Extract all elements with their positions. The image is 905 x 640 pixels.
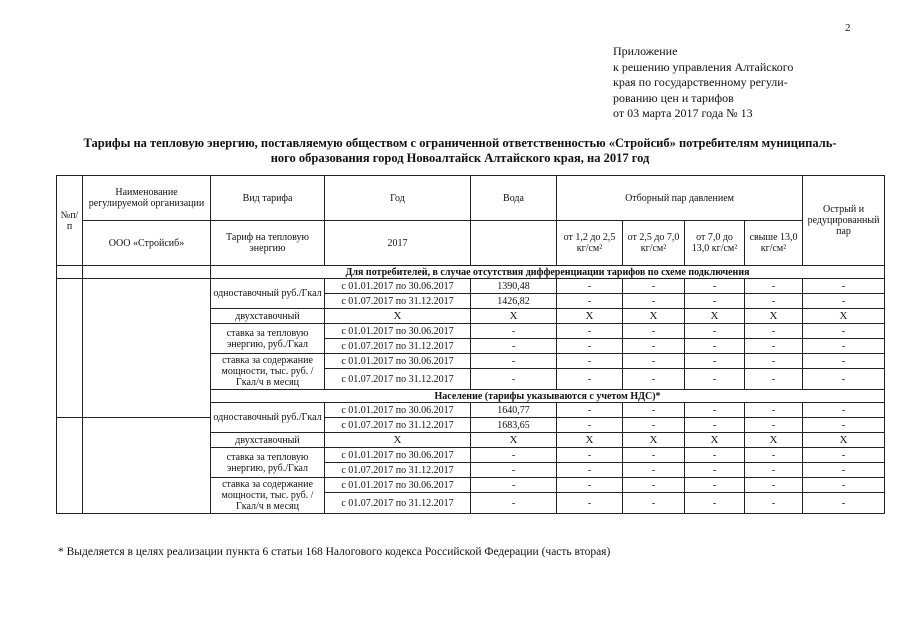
value: - <box>623 418 685 433</box>
value: - <box>623 403 685 418</box>
value: Х <box>745 433 803 448</box>
period: с 01.01.2017 по 30.06.2017 <box>325 324 471 339</box>
value: - <box>685 493 745 514</box>
value: - <box>803 294 885 309</box>
section-blank <box>83 266 211 279</box>
row1-tariff: Тариф на тепловую энергию <box>211 221 325 266</box>
value: - <box>803 493 885 514</box>
value: Х <box>325 433 471 448</box>
value: - <box>745 403 803 418</box>
appendix-line: от 03 марта 2017 года № 13 <box>613 106 753 120</box>
period: с 01.07.2017 по 31.12.2017 <box>325 463 471 478</box>
value: - <box>557 403 623 418</box>
value: - <box>557 448 623 463</box>
value: - <box>745 324 803 339</box>
header-steam-3: от 7,0 до 13,0 кг/см² <box>685 221 745 266</box>
header-steam: Отборный пар давлением <box>557 176 803 221</box>
value: Х <box>623 309 685 324</box>
value: Х <box>803 433 885 448</box>
value: - <box>745 339 803 354</box>
value: 1683,65 <box>471 418 557 433</box>
value: - <box>685 354 745 369</box>
value: - <box>471 324 557 339</box>
value: - <box>803 403 885 418</box>
value: - <box>745 463 803 478</box>
title-line: ного образования город Новоалтайск Алтайского края, на 2017 год <box>270 151 650 165</box>
appendix-line: края по государственному регули- <box>613 75 788 89</box>
header-sharp-steam: Острый и редуцированный пар <box>803 176 885 266</box>
period: с 01.07.2017 по 31.12.2017 <box>325 369 471 390</box>
section-1-title: Для потребителей, в случае отсутствия дифференциации тарифов по схеме подключения <box>211 266 885 279</box>
value: - <box>623 354 685 369</box>
value: - <box>745 294 803 309</box>
value: - <box>557 324 623 339</box>
table-blank <box>83 279 211 418</box>
period: с 01.07.2017 по 31.12.2017 <box>325 339 471 354</box>
header-steam-1: от 1,2 до 2,5 кг/см² <box>557 221 623 266</box>
period: с 01.07.2017 по 31.12.2017 <box>325 294 471 309</box>
header-steam-2: от 2,5 до 7,0 кг/см² <box>623 221 685 266</box>
page-number: 2 <box>845 22 851 34</box>
document-title <box>40 136 880 166</box>
value: - <box>471 339 557 354</box>
section-2-title: Население (тарифы указываются с учетом НДС)* <box>211 390 885 403</box>
value: - <box>685 324 745 339</box>
label-capacity-rate: ставка за содержание мощности, тыс. руб. /Гкал/ч в месяц <box>211 354 325 390</box>
value: - <box>471 354 557 369</box>
value: - <box>803 339 885 354</box>
value: - <box>745 448 803 463</box>
value: - <box>685 463 745 478</box>
value: Х <box>745 309 803 324</box>
value: - <box>557 339 623 354</box>
value: - <box>685 279 745 294</box>
value: - <box>685 339 745 354</box>
value: - <box>471 463 557 478</box>
value: - <box>557 478 623 493</box>
header-steam-4: свыше 13,0 кг/см² <box>745 221 803 266</box>
value: - <box>623 369 685 390</box>
value: - <box>685 369 745 390</box>
value: - <box>745 478 803 493</box>
value: Х <box>557 433 623 448</box>
period: с 01.01.2017 по 30.06.2017 <box>325 478 471 493</box>
value: - <box>803 354 885 369</box>
row1-water <box>471 221 557 266</box>
label-double: двухставочный <box>211 309 325 324</box>
value: - <box>623 448 685 463</box>
value: - <box>685 418 745 433</box>
header-tariff-type: Вид тарифа <box>211 176 325 221</box>
value: - <box>623 478 685 493</box>
appendix-line: к решению управления Алтайского <box>613 59 794 74</box>
value: - <box>745 354 803 369</box>
section-blank <box>57 266 83 279</box>
label-energy-rate: ставка за тепловую энергию, руб./Гкал <box>211 448 325 478</box>
header-num: №п/п <box>57 176 83 266</box>
appendix-block <box>613 44 793 122</box>
value: - <box>557 493 623 514</box>
value: Х <box>471 433 557 448</box>
row1-org: ООО «Стройсиб» <box>83 221 211 266</box>
value: - <box>685 403 745 418</box>
title-line: Тарифы на тепловую энергию, поставляемую обществом с ограниченной ответственностью «Стройсиб» потребителям муниципаль- <box>83 136 837 150</box>
value: Х <box>803 309 885 324</box>
period: с 01.07.2017 по 31.12.2017 <box>325 493 471 514</box>
value: - <box>557 294 623 309</box>
table-blank <box>83 418 211 514</box>
header-water: Вода <box>471 176 557 221</box>
value: - <box>803 369 885 390</box>
value: - <box>623 493 685 514</box>
value: - <box>685 448 745 463</box>
value: - <box>685 478 745 493</box>
period: с 01.01.2017 по 30.06.2017 <box>325 279 471 294</box>
value: - <box>803 448 885 463</box>
value: - <box>471 369 557 390</box>
appendix-line: Приложение <box>613 44 678 58</box>
table-blank <box>57 279 83 418</box>
header-org: Наименование регулируемой организации <box>83 176 211 221</box>
value: Х <box>325 309 471 324</box>
value: - <box>623 294 685 309</box>
value: - <box>623 339 685 354</box>
value: Х <box>471 309 557 324</box>
value: - <box>557 369 623 390</box>
label-energy-rate: ставка за тепловую энергию, руб./Гкал <box>211 324 325 354</box>
value: - <box>745 493 803 514</box>
value: - <box>745 279 803 294</box>
value: - <box>803 279 885 294</box>
period: с 01.01.2017 по 30.06.2017 <box>325 403 471 418</box>
value: - <box>745 418 803 433</box>
value: - <box>803 324 885 339</box>
value: - <box>557 279 623 294</box>
value: 1426,82 <box>471 294 557 309</box>
value: Х <box>623 433 685 448</box>
label-double: двухставочный <box>211 433 325 448</box>
value: Х <box>685 433 745 448</box>
header-year: Год <box>325 176 471 221</box>
value: - <box>557 463 623 478</box>
period: с 01.07.2017 по 31.12.2017 <box>325 418 471 433</box>
period: с 01.01.2017 по 30.06.2017 <box>325 448 471 463</box>
value: - <box>623 324 685 339</box>
row1-year: 2017 <box>325 221 471 266</box>
label-single: одноставочный руб./Гкал <box>211 403 325 433</box>
value: - <box>803 478 885 493</box>
appendix-line: рованию цен и тарифов <box>613 90 734 105</box>
tariff-table <box>56 175 885 514</box>
value: - <box>471 478 557 493</box>
label-capacity-rate: ставка за содержание мощности, тыс. руб. /Гкал/ч в месяц <box>211 478 325 514</box>
label-single: одноставочный руб./Гкал <box>211 279 325 309</box>
value: - <box>557 418 623 433</box>
value: Х <box>685 309 745 324</box>
value: - <box>685 294 745 309</box>
value: - <box>803 418 885 433</box>
value: 1390,48 <box>471 279 557 294</box>
period: с 01.01.2017 по 30.06.2017 <box>325 354 471 369</box>
value: - <box>745 369 803 390</box>
table-blank <box>57 418 83 514</box>
value: - <box>623 463 685 478</box>
value: - <box>803 463 885 478</box>
value: - <box>471 493 557 514</box>
footnote: * Выделяется в целях реализации пункта 6 статьи 168 Налогового кодекса Российской Федерации (часть вторая) <box>58 546 611 558</box>
value: Х <box>557 309 623 324</box>
value: 1640,77 <box>471 403 557 418</box>
value: - <box>471 448 557 463</box>
value: - <box>623 279 685 294</box>
value: - <box>557 354 623 369</box>
